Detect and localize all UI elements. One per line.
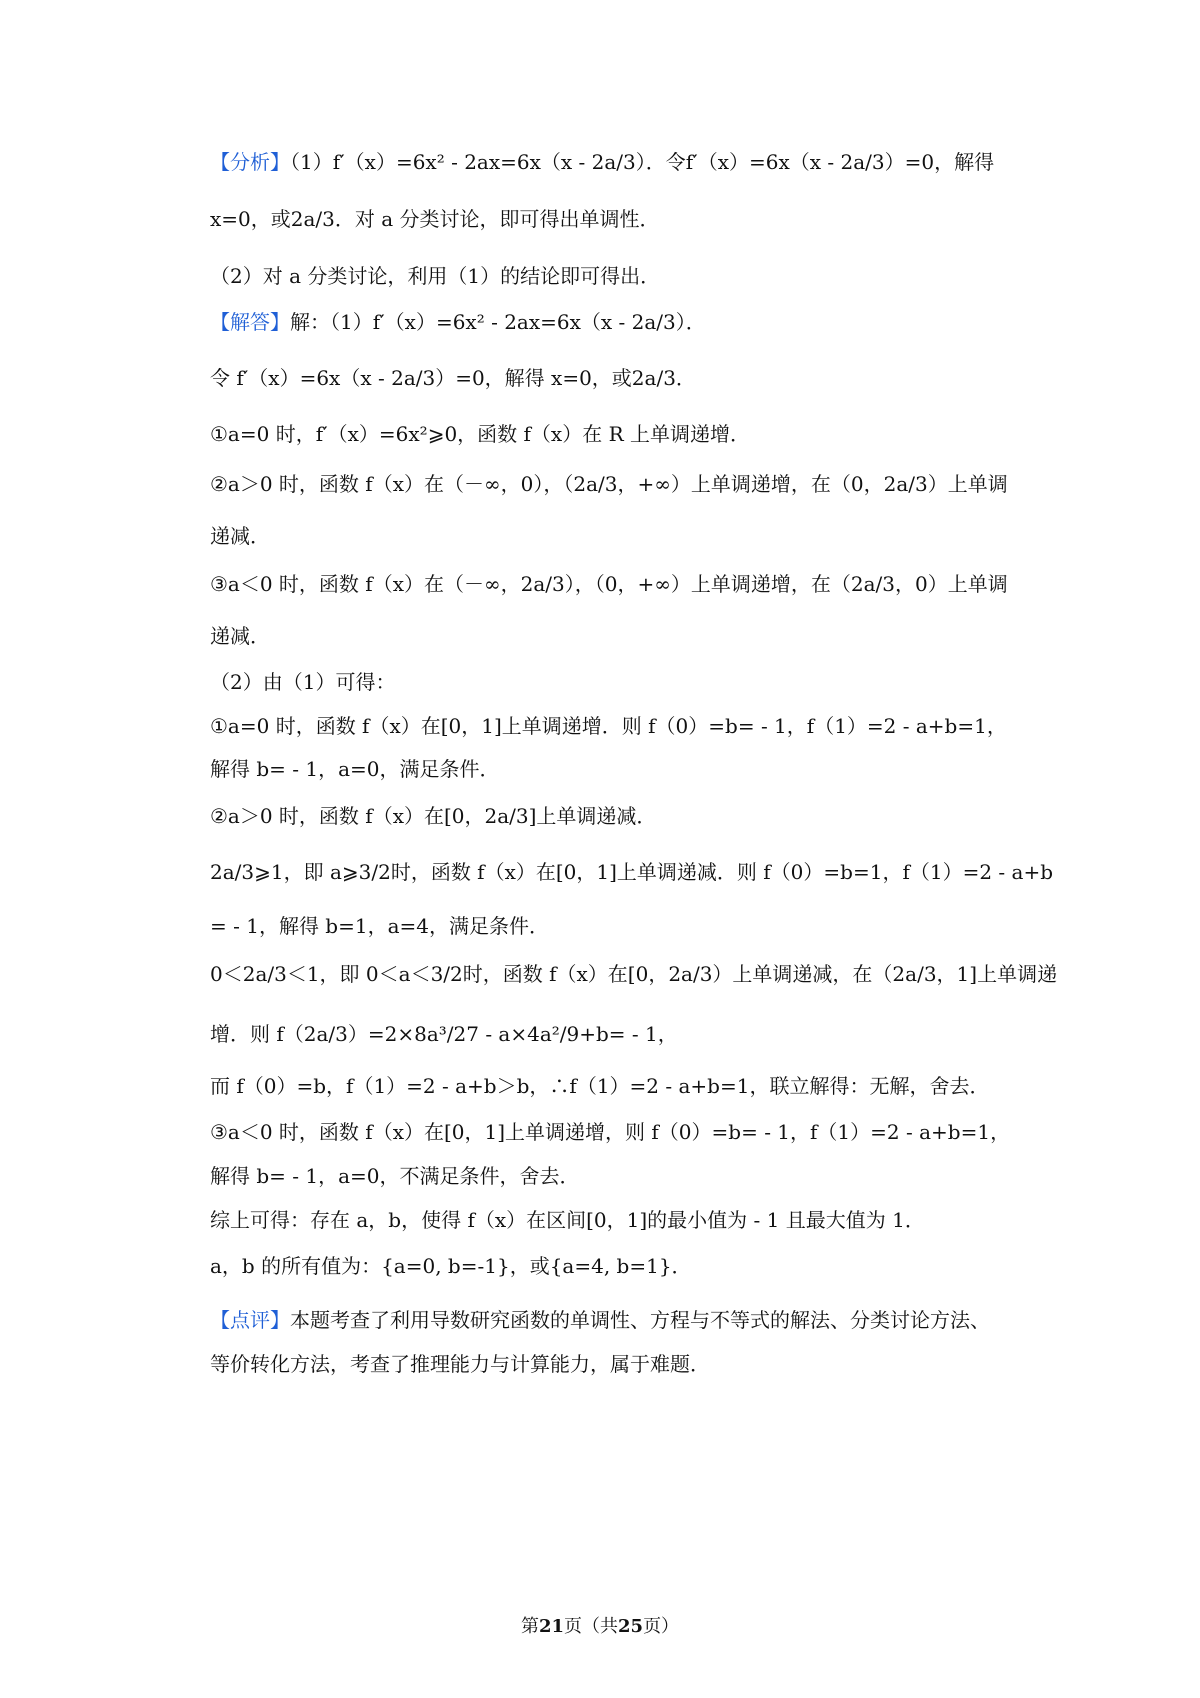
- footer-suffix: 页）: [643, 1616, 680, 1637]
- text-line: [210, 470, 1008, 498]
- line-text: 递减．: [210, 524, 270, 548]
- line-text: 而 f（0）=b，f（1）=2 - a+b＞b，∴f（1）=2 - a+b=1，联立解得：无解，舍去．: [210, 1074, 990, 1098]
- text-line: [210, 1252, 692, 1280]
- line-text: 解得 b= - 1，a=0，满足条件．: [210, 757, 500, 781]
- line-text: ①a=0 时，f′（x）=6x²⩾0，函数 f（x）在 R 上单调递增．: [210, 422, 750, 446]
- text-line: [210, 712, 1007, 740]
- text-line: [210, 522, 270, 550]
- text-line: [210, 1020, 678, 1048]
- line-text: ②a＞0 时，函数 f（x）在（－∞，0），（2a/3，+∞）上单调递增，在（0，2a/3）上单调: [210, 472, 1008, 496]
- text-line: [210, 755, 500, 783]
- line-text: 等价转化方法，考查了推理能力与计算能力，属于难题．: [210, 1352, 710, 1376]
- footer-prefix: 第: [520, 1616, 539, 1637]
- section-tag: 【分析】: [210, 150, 290, 174]
- line-text: （2）对 a 分类讨论，利用（1）的结论即可得出．: [210, 264, 661, 288]
- line-text: = - 1，解得 b=1，a=4，满足条件．: [210, 914, 550, 938]
- text-line: [210, 1162, 580, 1190]
- text-line: [210, 802, 656, 830]
- text-line: [210, 858, 1053, 886]
- line-text: 递减．: [210, 624, 270, 648]
- text-line: [210, 668, 395, 696]
- text-line: [210, 622, 270, 650]
- line-text: x=0，或2a/3．对 a 分类讨论，即可得出单调性．: [210, 207, 660, 231]
- footer-middle: 页（共: [564, 1616, 618, 1637]
- line-text: a，b 的所有值为：{a=0, b=-1}，或{a=4, b=1}．: [210, 1254, 692, 1278]
- section-tag: 【点评】: [210, 1308, 290, 1332]
- line-text: 令 f′（x）=6x（x - 2a/3）=0，解得 x=0，或2a/3．: [210, 366, 696, 390]
- line-text: 解：（1）f′（x）=6x² - 2ax=6x（x - 2a/3）．: [290, 310, 706, 334]
- text-line: [210, 262, 660, 290]
- text-line: [210, 912, 549, 940]
- line-text: 0＜2a/3＜1，即 0＜a＜3/2时，函数 f（x）在[0，2a/3）上单调递减，在（2a/3，1]上单调递: [210, 962, 1058, 986]
- text-line: [210, 205, 660, 233]
- line-text: 增．则 f（2a/3）=2×8a³/27 - a×4a²/9+b= - 1，: [210, 1022, 678, 1046]
- text-line: [210, 308, 706, 336]
- line-text: ①a=0 时，函数 f（x）在[0，1]上单调递增．则 f（0）=b= - 1，f（1）=2 - a+b=1，: [210, 714, 1007, 738]
- line-text: 解得 b= - 1，a=0，不满足条件，舍去．: [210, 1164, 580, 1188]
- text-line: [210, 420, 750, 448]
- text-line: [210, 1206, 925, 1234]
- line-text: ③a＜0 时，函数 f（x）在[0，1]上单调递增，则 f（0）=b= - 1，f（1）=2 - a+b=1，: [210, 1120, 1011, 1144]
- text-line: [210, 148, 994, 176]
- text-line: [210, 960, 1057, 988]
- text-line: [210, 1306, 990, 1334]
- text-line: [210, 1072, 989, 1100]
- text-line: [210, 570, 1008, 598]
- line-text: 综上可得：存在 a，b，使得 f（x）在区间[0，1]的最小值为 - 1 且最大值为 1．: [210, 1208, 925, 1232]
- line-text: 本题考查了利用导数研究函数的单调性、方程与不等式的解法、分类讨论方法、: [290, 1308, 990, 1332]
- line-text: ③a＜0 时，函数 f（x）在（－∞，2a/3），（0，+∞）上单调递增，在（2a/3，0）上单调: [210, 572, 1008, 596]
- section-tag: 【解答】: [210, 310, 290, 334]
- text-line: [210, 1350, 710, 1378]
- line-text: （1）f′（x）=6x² - 2ax=6x（x - 2a/3）．令f′（x）=6x（x - 2a/3）=0，解得: [290, 150, 995, 174]
- line-text: ②a＞0 时，函数 f（x）在[0，2a/3]上单调递减．: [210, 804, 657, 828]
- text-line: [210, 1118, 1010, 1146]
- text-line: [210, 364, 696, 392]
- footer-total-pages: 25: [618, 1616, 644, 1637]
- line-text: 2a/3⩾1，即 a⩾3/2时，函数 f（x）在[0，1]上单调递减．则 f（0）=b=1，f（1）=2 - a+b: [210, 860, 1054, 884]
- page-footer: [0, 1612, 1200, 1638]
- footer-page-number: 21: [538, 1616, 564, 1637]
- line-text: （2）由（1）可得：: [210, 670, 396, 694]
